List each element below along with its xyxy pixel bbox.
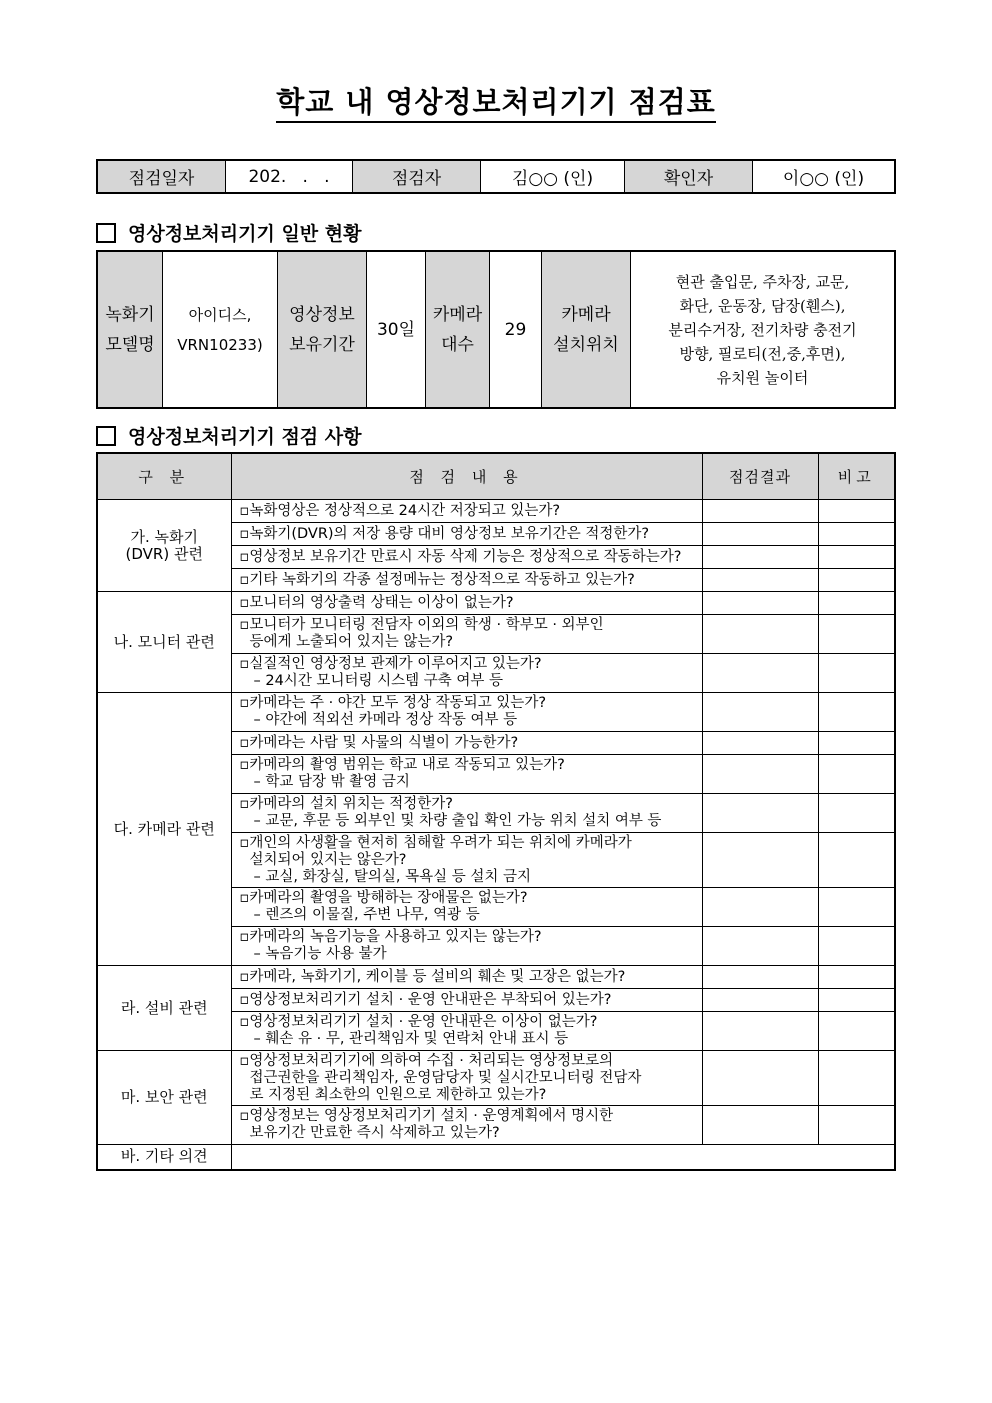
general-status-table <box>96 250 896 409</box>
check-item: ▫카메라는 사람 및 사물의 식별이 가능한가? <box>231 732 702 755</box>
check-item: ▫영상정보처리기기에 의하여 수집 · 처리되는 영상정보로의 접근권한을 관리책임자, 운영담당자 및 실시간모니터링 전담자 로 지정된 최소한의 인원으로 제한하고 있는가? <box>231 1051 702 1106</box>
remarks-cell[interactable] <box>818 1051 895 1106</box>
remarks-cell[interactable] <box>818 927 895 966</box>
result-cell[interactable] <box>702 500 818 523</box>
check-item: ▫모니터의 영상출력 상태는 이상이 없는가? <box>231 592 702 615</box>
section-general-heading: 영상정보처리기기 일반 현황 <box>96 219 361 246</box>
result-cell[interactable] <box>702 966 818 989</box>
check-item: ▫카메라의 설치 위치는 적정한가? – 교문, 후문 등 외부인 및 차량 출입 확인 가능 위치 설치 여부 등 <box>231 794 702 833</box>
result-cell[interactable] <box>702 615 818 654</box>
date-value: 202. . . <box>226 160 353 193</box>
col-header-result: 점검결과 <box>702 453 818 500</box>
table-row <box>97 592 895 615</box>
other-opinion-label: 바. 기타 의견 <box>97 1145 231 1170</box>
check-item: ▫모니터가 모니터링 전담자 이외의 학생 · 학부모 · 외부인 등에게 노출되어 있지는 않는가? <box>231 615 702 654</box>
result-cell[interactable] <box>702 989 818 1012</box>
remarks-cell[interactable] <box>818 732 895 755</box>
remarks-cell[interactable] <box>818 523 895 546</box>
result-cell[interactable] <box>702 523 818 546</box>
check-item: ▫개인의 사생활을 현저히 침해할 우려가 되는 위치에 카메라가 설치되어 있지는 않은가? – 교실, 화장실, 탈의실, 목욕실 등 설치 금지 <box>231 833 702 888</box>
result-cell[interactable] <box>702 1012 818 1051</box>
table-row <box>97 500 895 523</box>
result-cell[interactable] <box>702 546 818 569</box>
table-row <box>97 966 895 989</box>
remarks-cell[interactable] <box>818 833 895 888</box>
section-checklist-heading: 영상정보처리기기 점검 사항 <box>96 422 361 449</box>
remarks-cell[interactable] <box>818 888 895 927</box>
checkbox-square-icon <box>96 426 116 446</box>
location-value: 현관 출입문, 주차장, 교문, 화단, 운동장, 담장(휀스), 분리수거장, 전기차량 충전기 방향, 필로티(전,중,후면), 유치원 놀이터 <box>631 251 896 408</box>
result-cell[interactable] <box>702 755 818 794</box>
camera-count-value: 29 <box>490 251 542 408</box>
result-cell[interactable] <box>702 1106 818 1145</box>
remarks-cell[interactable] <box>818 755 895 794</box>
remarks-cell[interactable] <box>818 546 895 569</box>
model-value: 아이디스, VRN10233) <box>163 251 278 408</box>
remarks-cell[interactable] <box>818 654 895 693</box>
check-item: ▫영상정보는 영상정보처리기기 설치 · 운영계획에서 명시한 보유기간 만료한 즉시 삭제하고 있는가? <box>231 1106 702 1145</box>
remarks-cell[interactable] <box>818 1106 895 1145</box>
result-cell[interactable] <box>702 1051 818 1106</box>
category-cell: 마. 보안 관련 <box>97 1051 231 1145</box>
remarks-cell[interactable] <box>818 592 895 615</box>
check-item: ▫실질적인 영상정보 관제가 이루어지고 있는가? – 24시간 모니터링 시스템 구축 여부 등 <box>231 654 702 693</box>
check-item: ▫영상정보처리기기 설치 · 운영 안내판은 이상이 없는가? – 훼손 유 · 무, 관리책임자 및 연락처 안내 표시 등 <box>231 1012 702 1051</box>
check-item: ▫영상정보 보유기간 만료시 자동 삭제 기능은 정상적으로 작동하는가? <box>231 546 702 569</box>
category-cell: 나. 모니터 관련 <box>97 592 231 693</box>
check-item: ▫카메라의 촬영을 방해하는 장애물은 없는가? – 렌즈의 이물질, 주변 나무, 역광 등 <box>231 888 702 927</box>
result-cell[interactable] <box>702 927 818 966</box>
category-cell: 다. 카메라 관련 <box>97 693 231 966</box>
checkbox-square-icon <box>96 223 116 243</box>
check-item: ▫카메라의 촬영 범위는 학교 내로 작동되고 있는가? – 학교 담장 밖 촬영 금지 <box>231 755 702 794</box>
remarks-cell[interactable] <box>818 794 895 833</box>
remarks-cell[interactable] <box>818 615 895 654</box>
confirmer-label: 확인자 <box>625 160 753 193</box>
check-item: ▫카메라, 녹화기기, 케이블 등 설비의 훼손 및 고장은 없는가? <box>231 966 702 989</box>
check-item: ▫녹화영상은 정상적으로 24시간 저장되고 있는가? <box>231 500 702 523</box>
remarks-cell[interactable] <box>818 500 895 523</box>
col-header-category: 구 분 <box>97 453 231 500</box>
checklist-table <box>96 452 896 1171</box>
result-cell[interactable] <box>702 888 818 927</box>
table-row <box>97 1051 895 1106</box>
retention-value: 30일 <box>367 251 426 408</box>
inspection-header-table <box>96 159 896 194</box>
camera-count-label: 카메라 대수 <box>426 251 490 408</box>
result-cell[interactable] <box>702 569 818 592</box>
category-cell: 가. 녹화기 (DVR) 관련 <box>97 500 231 592</box>
col-header-remarks: 비고 <box>818 453 895 500</box>
remarks-cell[interactable] <box>818 569 895 592</box>
check-item: ▫기타 녹화기의 각종 설정메뉴는 정상적으로 작동하고 있는가? <box>231 569 702 592</box>
result-cell[interactable] <box>702 693 818 732</box>
location-label: 카메라 설치위치 <box>542 251 631 408</box>
result-cell[interactable] <box>702 794 818 833</box>
table-row <box>97 1145 895 1170</box>
check-item: ▫영상정보처리기기 설치 · 운영 안내판은 부착되어 있는가? <box>231 989 702 1012</box>
table-row <box>97 693 895 732</box>
remarks-cell[interactable] <box>818 1012 895 1051</box>
remarks-cell[interactable] <box>818 989 895 1012</box>
check-item: ▫카메라의 녹음기능을 사용하고 있지는 않는가? – 녹음기능 사용 불가 <box>231 927 702 966</box>
remarks-cell[interactable] <box>818 693 895 732</box>
result-cell[interactable] <box>702 732 818 755</box>
category-cell: 라. 설비 관련 <box>97 966 231 1051</box>
inspector-label: 점검자 <box>353 160 481 193</box>
inspector-value: 김○○ (인) <box>481 160 625 193</box>
col-header-content: 점 검 내 용 <box>231 453 702 500</box>
result-cell[interactable] <box>702 592 818 615</box>
remarks-cell[interactable] <box>818 966 895 989</box>
other-opinion-field[interactable] <box>231 1145 895 1170</box>
result-cell[interactable] <box>702 833 818 888</box>
check-item: ▫녹화기(DVR)의 저장 용량 대비 영상정보 보유기간은 적정한가? <box>231 523 702 546</box>
page-title: 학교 내 영상정보처리기기 점검표 <box>0 80 992 121</box>
result-cell[interactable] <box>702 654 818 693</box>
date-label: 점검일자 <box>97 160 226 193</box>
retention-label: 영상정보 보유기간 <box>278 251 367 408</box>
check-item: ▫카메라는 주 · 야간 모두 정상 작동되고 있는가? – 야간에 적외선 카메라 정상 작동 여부 등 <box>231 693 702 732</box>
model-label: 녹화기 모델명 <box>97 251 163 408</box>
confirmer-value: 이○○ (인) <box>753 160 896 193</box>
